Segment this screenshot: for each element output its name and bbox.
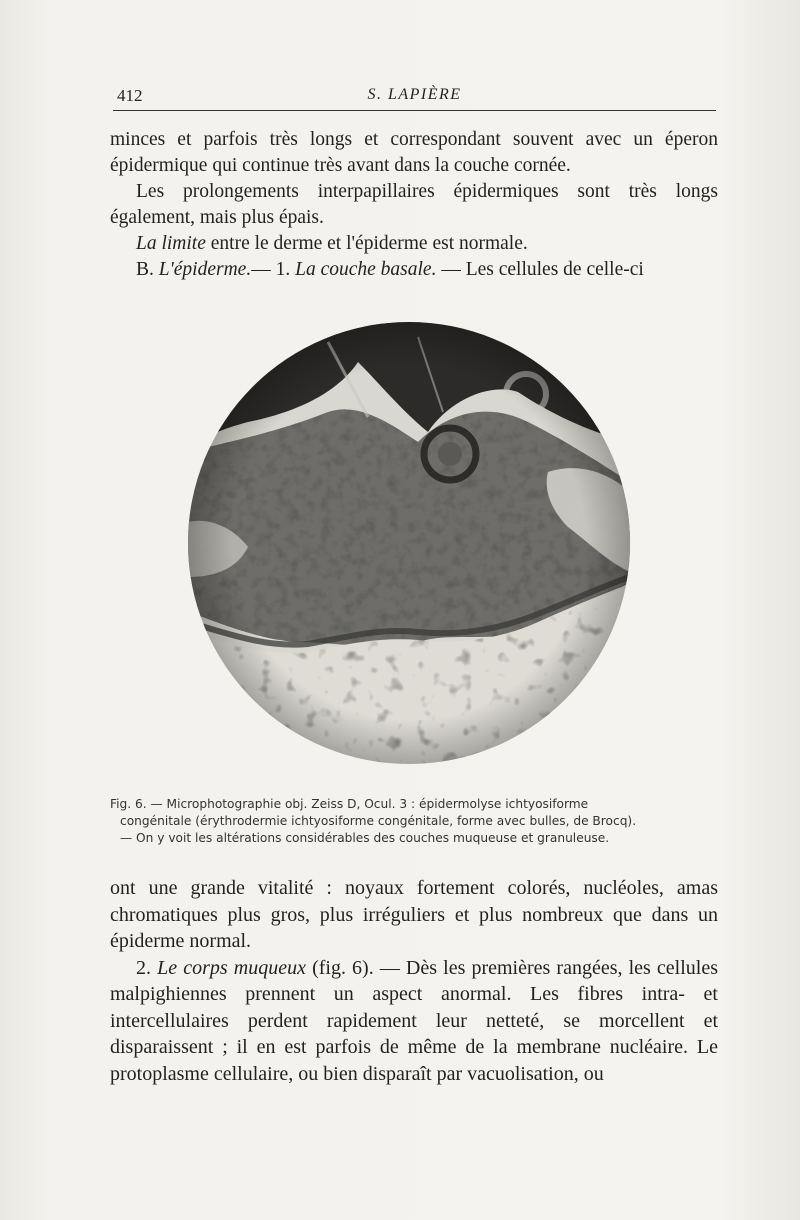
paragraph — [110, 955, 718, 1088]
paragraph-text: entre le derme et l'épiderme est normale. — [205, 233, 528, 254]
microphotograph — [188, 322, 630, 764]
micrograph-image — [188, 322, 630, 764]
paragraph-text: (fig. 6). — Dès les premières rangées, les cellules malpighiennes prennent un aspect anormal. Les fibres intra- et intercellulaires perdent rapidement leur netteté, se morcellent et disparaissent ; il en est parfois de même de la membrane nucléaire. Le protoplasme cellulaire, ou bien disparaît par vacuolisation, ou — [110, 956, 718, 1085]
caption-line: — On y voit les altérations considérables des couches muqueuse et granuleuse. — [120, 831, 610, 845]
page-number: 412 — [117, 86, 143, 105]
paragraph: ont une grande vitalité : noyaux fortement colorés, nucléoles, amas chromatiques plus gros, plus irréguliers et plus nombreux que dans un épiderme normal. — [110, 877, 718, 952]
item-number: 2. — [136, 956, 158, 979]
section-sep: — 1. — [251, 259, 296, 280]
section-heading-paragraph — [110, 257, 718, 283]
figure-caption — [110, 796, 718, 847]
paragraph — [110, 231, 718, 257]
paragraph: minces et parfois très longs et correspondant souvent avec un éperon épidermique qui continue très avant dans la couche cornée. — [110, 129, 718, 176]
subsection-title: Le corps muqueux — [157, 956, 306, 979]
body-text-top — [110, 127, 718, 283]
running-title: S. LAPIÈRE — [367, 86, 462, 103]
paragraph-text: — Les cellules de celle-ci — [436, 259, 644, 280]
section-letter: B. — [136, 259, 159, 280]
subsection-title: La couche basale. — [295, 259, 437, 280]
section-title: L'épiderme. — [158, 259, 252, 280]
caption-line: congénitale (érythrodermie ichtyosiforme congénitale, forme avec bulles, de Brocq). — [120, 814, 637, 828]
body-text-bottom — [110, 875, 718, 1087]
paragraph: Les prolongements interpapillaires épidermiques sont très longs également, mais plus épais. — [110, 181, 718, 228]
italic-term: La limite — [136, 233, 206, 254]
caption-line: Fig. 6. — Microphotographie obj. Zeiss D, Ocul. 3 : épidermolyse ichtyosiforme — [110, 797, 589, 811]
running-header — [113, 84, 716, 111]
